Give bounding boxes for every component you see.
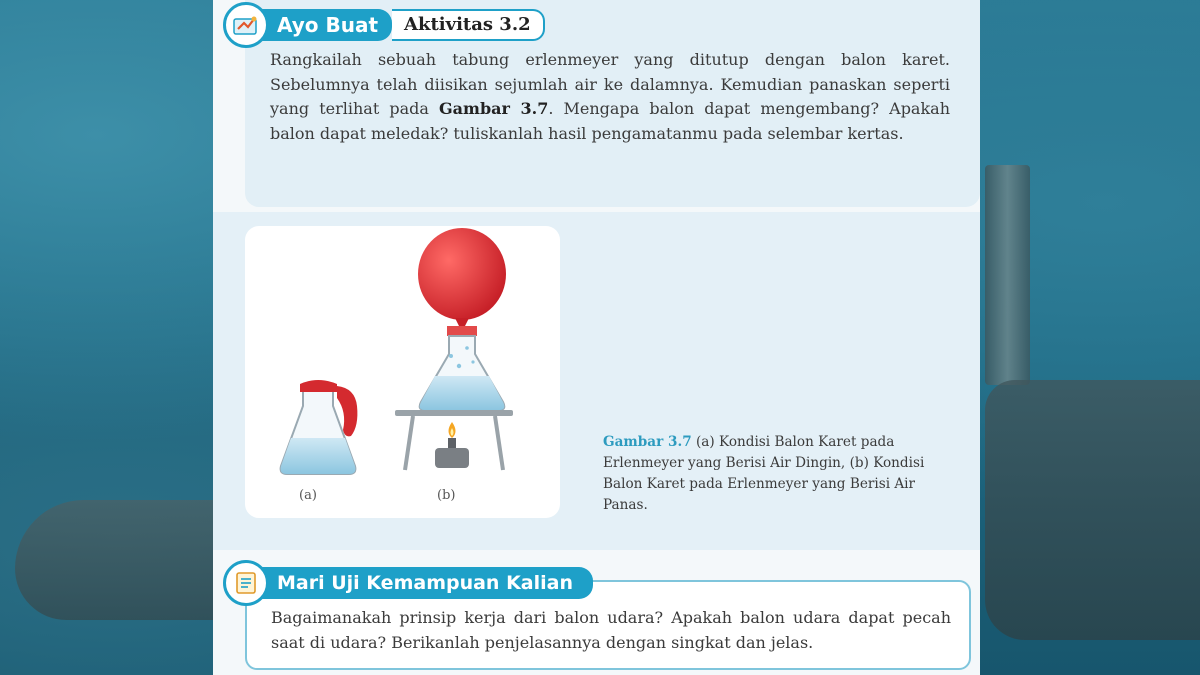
figure-reference: Gambar 3.7 xyxy=(439,99,549,118)
test-header xyxy=(223,560,593,606)
activity-title: Aktivitas 3.2 xyxy=(392,9,545,41)
background-submarine-bow xyxy=(15,500,215,620)
flask-illustration xyxy=(245,226,560,518)
activity-text-part1: Rangkailah sebuah tabung erlenmeyer yang ditutup dengan balon karet. Sebelumnya telah diisikan sejumlah air ke dalamnya. Kemudian panaskan seperti yang terlihat pada xyxy=(270,50,950,118)
caption-label: Gambar 3.7 xyxy=(603,434,692,450)
tripod-stand xyxy=(395,410,513,416)
label-b: (b) xyxy=(437,488,456,503)
activity-header xyxy=(223,2,545,48)
activity-icon xyxy=(223,2,269,48)
flask-b xyxy=(395,228,513,470)
flask-a xyxy=(281,380,358,474)
notebook-icon xyxy=(223,560,269,606)
test-badge: Mari Uji Kemampuan Kalian xyxy=(255,567,593,599)
deflated-balloon xyxy=(300,380,337,392)
activity-badge: Ayo Buat xyxy=(255,9,392,41)
test-question: Bagaimanakah prinsip kerja dari balon udara? Apakah balon udara dapat pecah saat di udara? Berikanlah penjelasannya dengan singkat dan jelas. xyxy=(271,608,951,652)
figure-caption xyxy=(603,432,963,516)
caption-text: (a) Kondisi Balon Karet pada Erlenmeyer yang Berisi Air Dingin, (b) Kondisi Balon Karet pada Erlenmeyer yang Berisi Air Panas. xyxy=(603,434,925,513)
inflated-balloon xyxy=(418,228,506,320)
figure-image xyxy=(245,226,560,518)
label-a: (a) xyxy=(299,488,317,503)
spirit-burner xyxy=(435,448,469,468)
background-submarine-tower xyxy=(985,165,1030,385)
textbook-page xyxy=(213,0,980,675)
activity-text-part2: . Mengapa balon dapat mengembang? Apakah balon dapat meledak? tuliskanlah hasil pengamatanmu pada selembar kertas. xyxy=(270,99,951,143)
activity-text xyxy=(270,48,950,146)
background-submarine-hull xyxy=(985,380,1200,640)
